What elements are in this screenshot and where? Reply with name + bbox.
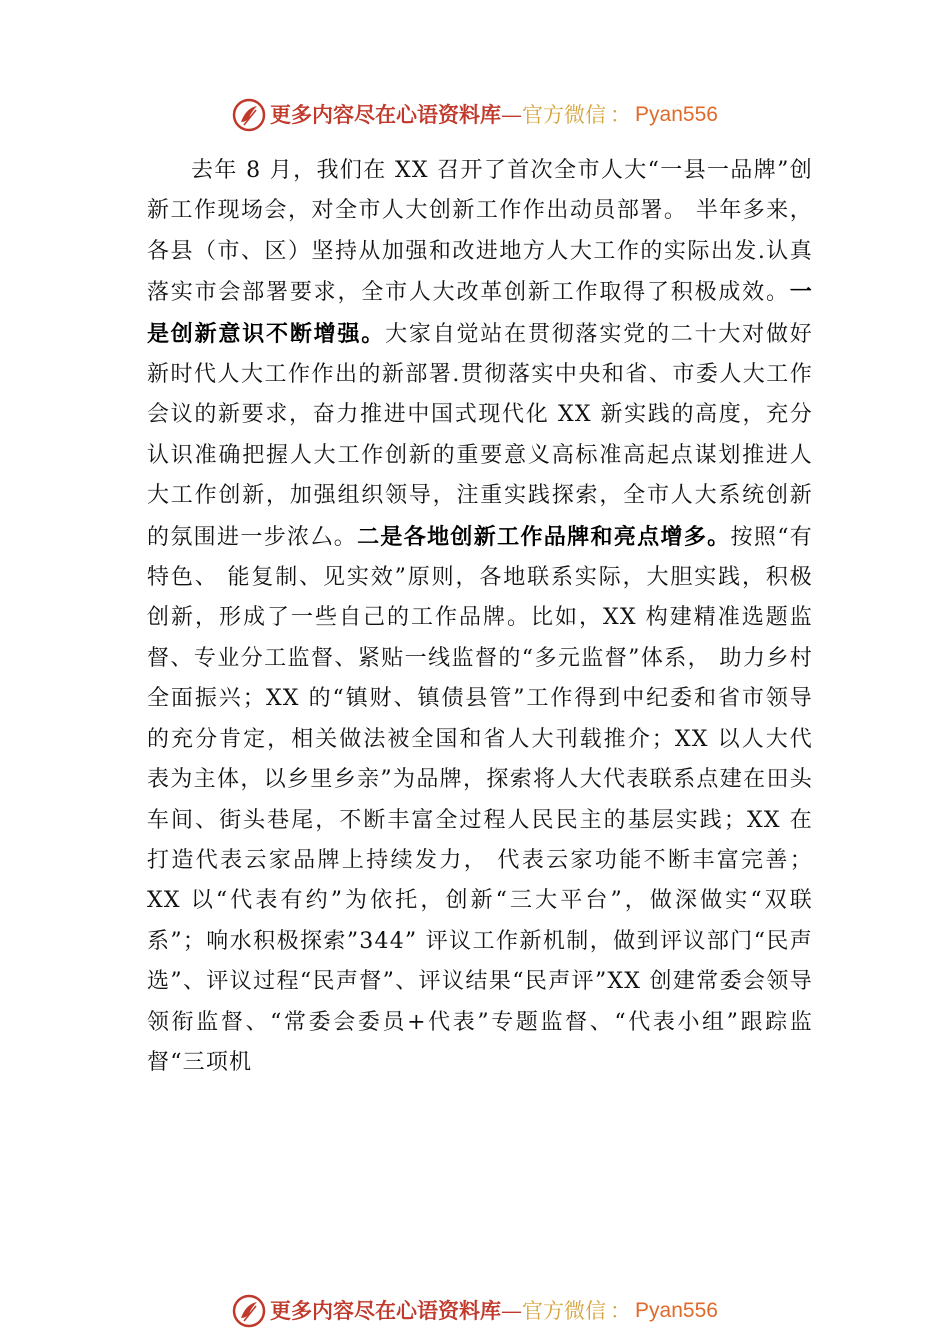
watermark-label: 官方微信 — [522, 1299, 607, 1323]
watermark-wechat-id: Pyan556 — [635, 103, 718, 126]
footer-watermark — [0, 1294, 950, 1328]
watermark-main-text: 更多内容尽在心语资料库 — [270, 102, 502, 127]
bold-heading-1: 一是创新意识不断增强。 — [147, 279, 813, 347]
seal-logo-icon — [232, 1294, 266, 1328]
bold-heading-2: 二是各地创新工作品牌和亮点增多。 — [357, 523, 731, 550]
watermark-separator: — — [501, 103, 523, 127]
watermark-main-text: 更多内容尽在心语资料库 — [270, 1298, 502, 1323]
watermark-colon: ： — [610, 103, 632, 127]
seal-logo-icon — [232, 98, 266, 132]
watermark-colon: ： — [610, 1299, 632, 1323]
body-paragraph — [147, 151, 813, 1083]
watermark-label: 官方微信 — [522, 103, 607, 127]
paragraph-text-3: 按照“有特色、 能复制、见实效”原则，各地联系实际，大胆实践，积极创新，形成了一些自己的工作品牌。比如，XX 构建精准选题监督、专业分工监督、紧贴一线监督的“多元监督”体系， 助力乡村全面振兴；XX 的“镇财、镇债县管”工作得到中纪委和省市领导的充分肯定，相关做法被全国和省人大刊载推介；XX 以人大代表为主体，以乡里乡亲”为品牌，探索将人大代表联系点建在田头车间、街头巷尾，不断丰富全过程人民民主的基层实践；XX 在打造代表云家品牌上持续发力， 代表云家功能不断丰富完善；XX 以“代表有约”为依托，创新“三大平台”，做深做实“双联系”；响水积极探索”344” 评议工作新机制，做到评议部门“民声选”、评议过程“民声督”、评议结果“民声评”XX 创建常委会领导领衔监督、“常委会委员+代表”专题监督、“代表小组”跟踪监督“三项机 — [147, 524, 813, 1075]
watermark-separator: — — [501, 1299, 523, 1323]
watermark-wechat-id: Pyan556 — [635, 1299, 718, 1322]
paragraph-text-1: 去年 8 月，我们在 XX 召开了首次全市人大“一县一品牌”创新工作现场会，对全市人大创新工作作出动员部署。 半年多来，各县（市、区）坚持从加强和改进地方人大工作的实际出发.认真落实市会部署要求，全市人大改革创新工作取得了积极成效。 — [147, 158, 813, 306]
paragraph-text-2: 大家自觉站在贯彻落实党的二十大对做好新时代人大工作作出的新部署.贯彻落实中央和省、市委人大工作会议的新要求，奋力推进中国式现代化 XX 新实践的高度，充分认识准确把握人大工作创新的重要意义高标准高起点谋划推进人大工作创新，加强组织领导，注重实践探索，全市人大系统创新的氛围进一步浓厶。 — [147, 321, 813, 550]
header-watermark — [0, 98, 950, 132]
